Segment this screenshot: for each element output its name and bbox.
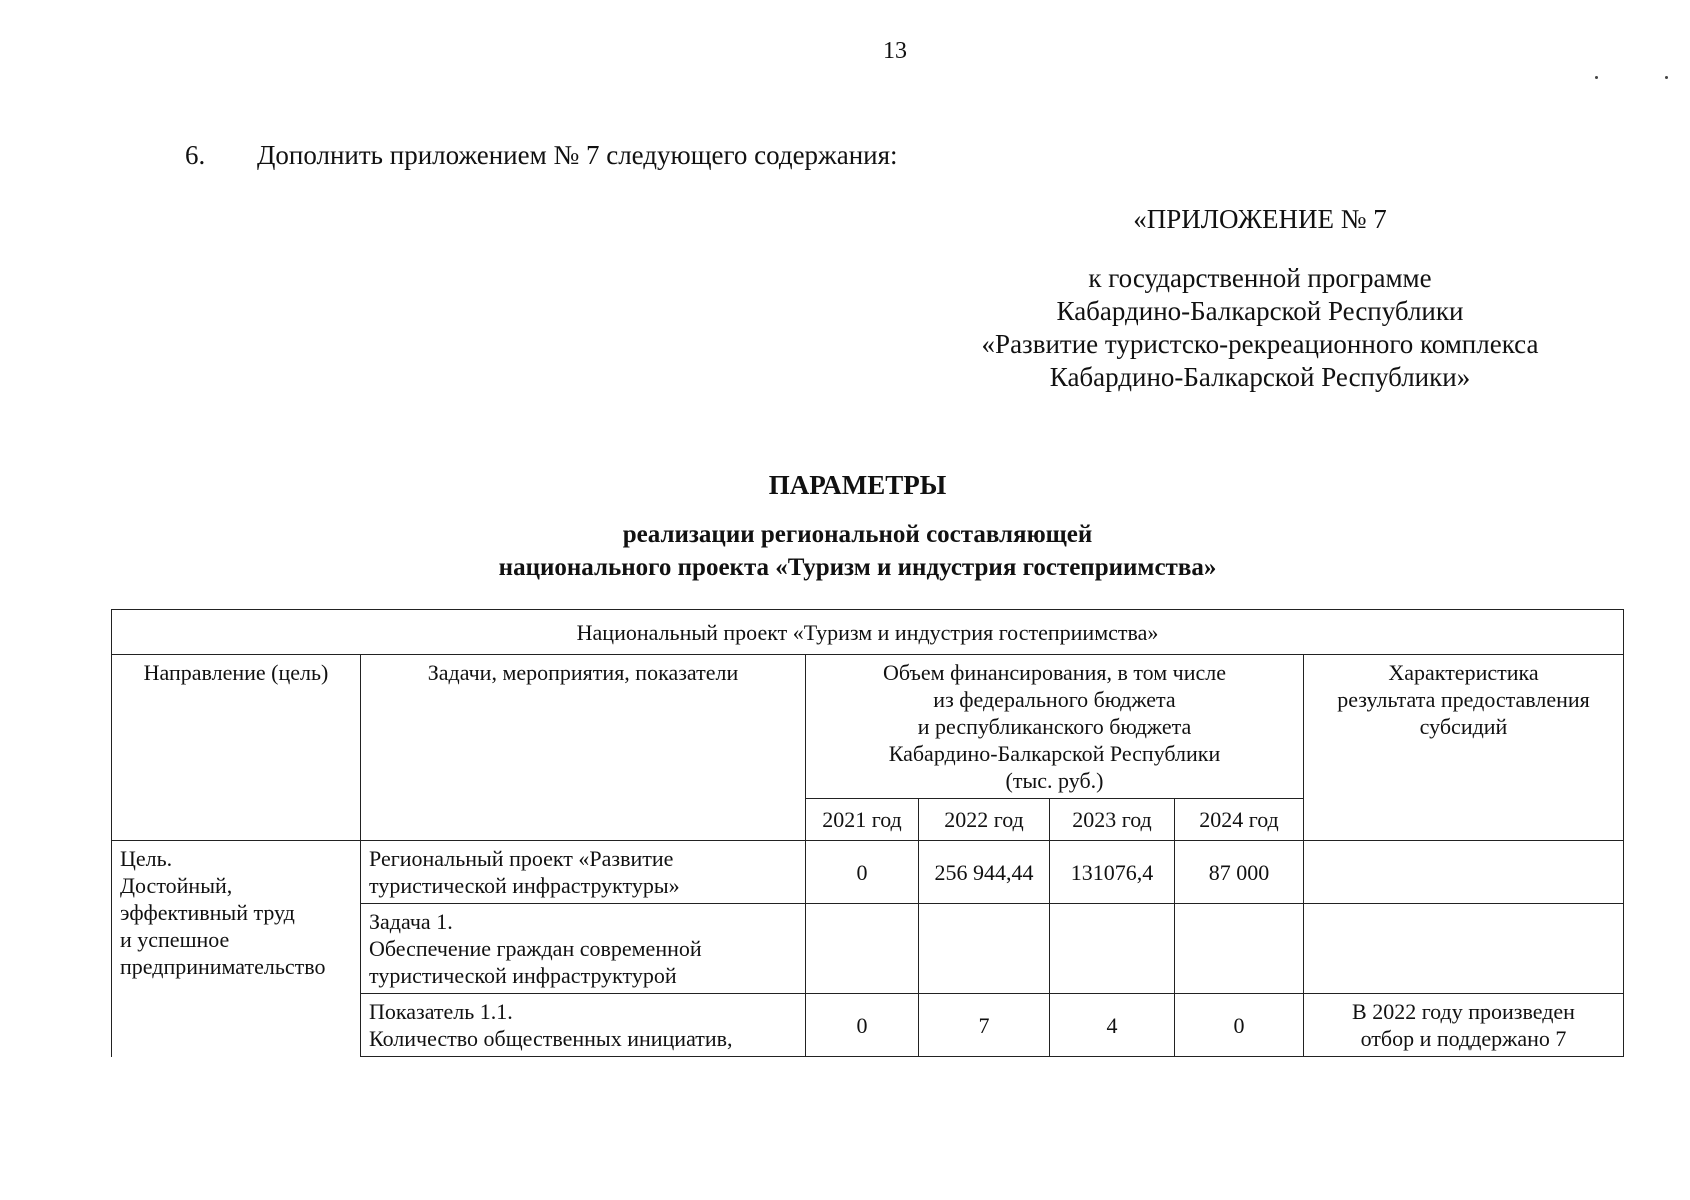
value-cell: 131076,4: [1050, 841, 1175, 904]
task-line: Количество общественных инициатив,: [369, 1026, 733, 1051]
value-cell: 256 944,44: [919, 841, 1050, 904]
header-funding-line: из федерального бюджета: [933, 687, 1176, 712]
result-line: В 2022 году произведен: [1352, 999, 1575, 1024]
header-result: [1304, 655, 1624, 841]
task-line: Задача 1.: [369, 909, 453, 934]
header-result-line: результата предоставления: [1337, 687, 1590, 712]
task-line: туристической инфраструктуры»: [369, 873, 680, 898]
task-line: Показатель 1.1.: [369, 999, 513, 1024]
header-result-line: Характеристика: [1388, 660, 1539, 685]
task-line: Региональный проект «Развитие: [369, 846, 674, 871]
task-cell: [361, 994, 806, 1057]
header-funding-line: Объем финансирования, в том числе: [882, 660, 1227, 685]
appendix-line: «Развитие туристско-рекреационного комплекса: [981, 329, 1539, 359]
goal-line: Достойный,: [120, 873, 233, 898]
result-line: отбор и поддержано 7: [1360, 1026, 1567, 1051]
subtitle-line: национального проекта «Туризм и индустрия гостеприимства»: [498, 554, 1217, 581]
header-funding-line: и республиканского бюджета: [917, 714, 1192, 739]
header-year: 2023 год: [1050, 799, 1175, 841]
value-cell: 0: [1175, 994, 1304, 1057]
appendix-heading: «ПРИЛОЖЕНИЕ № 7: [1133, 204, 1387, 234]
result-cell: [1304, 994, 1624, 1057]
task-cell: [361, 841, 806, 904]
scan-speck: [1595, 76, 1598, 79]
header-year: 2021 год: [806, 799, 919, 841]
value-cell: 0: [806, 994, 919, 1057]
value-cell: 4: [1050, 994, 1175, 1057]
scan-speck: [1665, 76, 1668, 79]
table-caption-row: [112, 610, 1624, 655]
value-cell: [806, 904, 919, 994]
value-cell: 7: [919, 994, 1050, 1057]
goal-line: и успешное: [120, 927, 230, 952]
header-tasks: Задачи, мероприятия, показатели: [361, 655, 806, 841]
value-cell: [1050, 904, 1175, 994]
header-funding-line: (тыс. руб.): [1005, 768, 1104, 793]
value-cell: 0: [806, 841, 919, 904]
header-result-line: субсидий: [1419, 714, 1508, 739]
appendix-line: к государственной программе: [1088, 263, 1432, 293]
task-cell: [361, 904, 806, 994]
page-number: 13: [883, 38, 907, 64]
goal-line: эффективный труд: [120, 900, 295, 925]
instruction-text: Дополнить приложением № 7 следующего содержания:: [257, 140, 898, 170]
value-cell: 87 000: [1175, 841, 1304, 904]
appendix-line: Кабардино-Балкарской Республики»: [1049, 362, 1471, 392]
instruction-paragraph: [185, 140, 898, 171]
header-funding: [806, 655, 1304, 799]
result-cell: [1304, 841, 1624, 904]
appendix-line: Кабардино-Балкарской Республики: [1056, 296, 1464, 326]
header-year: 2024 год: [1175, 799, 1304, 841]
parameters-table: [111, 609, 1624, 1057]
table-row: [112, 841, 1624, 904]
header-funding-line: Кабардино-Балкарской Республики: [888, 741, 1221, 766]
instruction-number: 6.: [185, 140, 206, 170]
appendix-header: [940, 203, 1580, 394]
document-title: ПАРАМЕТРЫ: [768, 470, 947, 500]
goal-line: предпринимательство: [120, 954, 326, 979]
document-subtitle: [0, 518, 1690, 584]
header-year: 2022 год: [919, 799, 1050, 841]
table-header-row: [112, 655, 1624, 799]
goal-line: Цель.: [120, 846, 173, 871]
subtitle-line: реализации региональной составляющей: [622, 521, 1093, 548]
value-cell: [1175, 904, 1304, 994]
value-cell: [919, 904, 1050, 994]
header-direction: Направление (цель): [112, 655, 361, 841]
task-line: туристической инфраструктурой: [369, 963, 677, 988]
goal-cell: [112, 841, 361, 1057]
result-cell: [1304, 904, 1624, 994]
task-line: Обеспечение граждан современной: [369, 936, 702, 961]
table-caption: Национальный проект «Туризм и индустрия гостеприимства»: [112, 610, 1624, 655]
